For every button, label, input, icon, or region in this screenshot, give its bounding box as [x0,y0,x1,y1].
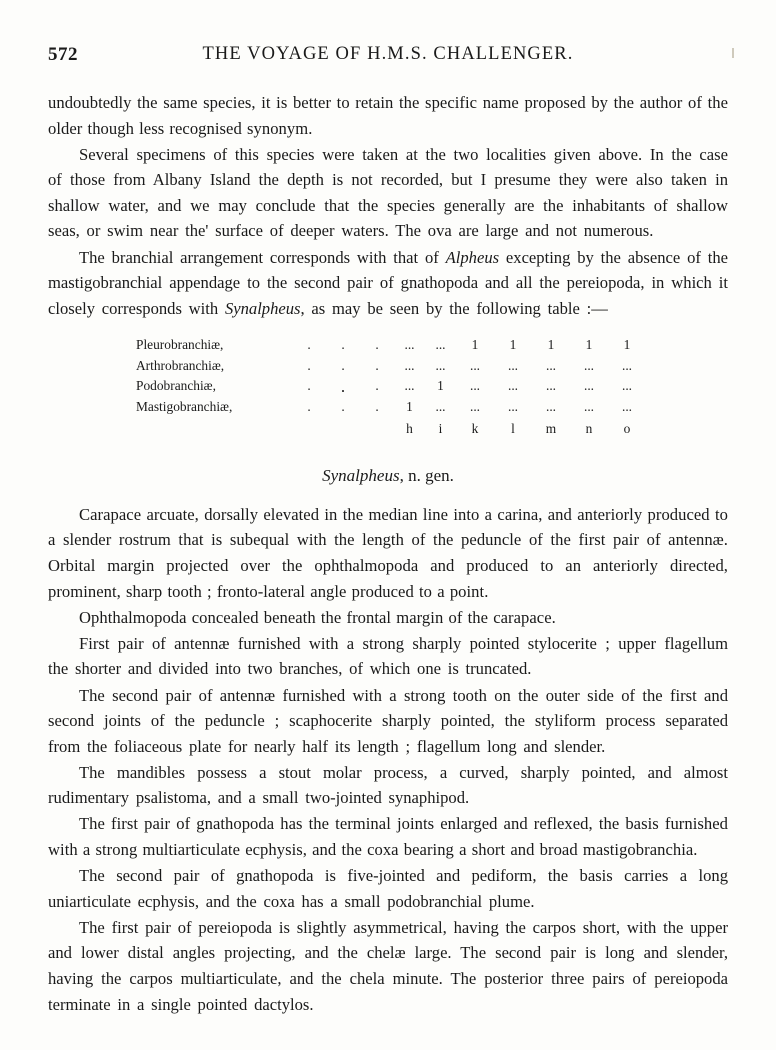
key-cell: m [545,421,557,437]
leader-cell: . [341,337,345,353]
value-cell: ... [507,378,519,394]
key-cell: o [623,421,631,437]
value-cell: ... [621,398,633,414]
genus-synalpheus: Synalpheus [224,298,301,318]
branchial-text-1: The branchial arrangement corresponds with that of [79,247,446,267]
key-cell: l [511,421,515,437]
table-key-row [136,417,646,440]
value-cell: ... [507,398,519,414]
genus-suffix: , n. gen. [399,465,454,485]
value-cell: 1 [406,398,413,414]
branchial-text-2: excepting by the absence of the mastigobranchial appendage to the second pair of gnathopoda and all the pereiopoda, in which it closely corresponds with [48,247,728,318]
ink-blot: . [340,377,346,397]
leader-cell: ... [404,337,415,353]
genus-heading [48,466,728,486]
paragraph-pereiopoda: The first pair of pereiopoda is slightly asymmetrical, having the carpos short, with the upper and lower distal angles projecting, and the chelæ large. The second pair is long and slender, having the carpos multiarticulate, and the chela minute. The posterior three pairs of pereiopoda terminate in a single pointed dactylos. [48,917,728,1014]
value-cell: ... [507,357,519,373]
leader-cell: . [341,357,345,373]
paragraph-ophthalmopoda: Ophthalmopoda concealed beneath the frontal margin of the carapace. [79,607,556,627]
leader-cell: . [375,378,379,394]
value-cell: 1 [623,337,631,353]
running-head: THE VOYAGE OF H.M.S. CHALLENGER. [202,44,574,64]
leader-cell: ... [435,337,446,353]
row-label-empty [136,417,292,440]
key-cell: k [471,421,479,437]
page-header [48,44,728,68]
paragraph-second-gnathopoda: The second pair of gnathopoda is five-jointed and pediform, the basis carries a long uniarticulate ecphysis, and the coxa has a small podobranchial plume. [48,866,728,911]
row-label: Podobranchiæ, [136,378,216,394]
page-number: 572 [48,44,78,65]
key-cell-empty [360,417,394,440]
value-cell: 1 [437,378,444,394]
value-cell: ... [583,357,595,373]
leader-cell-bold [326,376,360,397]
paragraph-mandibles: The mandibles possess a stout molar process, a curved, sharply pointed, and almost rudimentary psalistoma, and a small two-jointed synaphipod. [48,762,728,808]
value-cell: 1 [509,337,517,353]
key-cell: h [406,421,413,437]
value-cell: ... [545,378,557,394]
genus-name: Synalpheus [322,465,400,485]
value-cell: ... [621,357,633,373]
table-row [136,376,646,397]
paragraph-second-antennae: The second pair of antennæ furnished with a strong tooth on the outer side of the first and second joints of the peduncle ; scaphocerite sharply pointed, the styliform process separated from the foliaceous plate for nearly half its length ; flagellum long and slender. [48,685,728,756]
leader-cell: ... [404,357,415,373]
paragraph-first-gnathopoda: The first pair of gnathopoda has the terminal joints enlarged and reflexed, the basis furnished with a strong multiarticulate ecphysis, and the coxa bearing a short and broad mastigobranchia. [48,814,728,860]
table-row [136,397,646,418]
paragraph-carapace: Carapace arcuate, dorsally elevated in the median line into a carina, and anteriorly produced to a slender rostrum that is subequal with the length of the peduncle of the first pair of antennæ. Orbital margin projected over the ophthalmopoda and produced to an anteriorly directed, prominent, sharp tooth ; fronto-lateral angle produced to a point. [48,504,728,601]
leader-cell: . [375,357,379,373]
table-row [136,335,646,356]
value-cell: 1 [547,337,555,353]
value-cell: ... [469,398,481,414]
row-label: Mastigobranchiæ, [136,398,233,414]
value-cell: ... [469,378,481,394]
leader-cell: ... [435,398,446,414]
key-cell-empty [292,417,326,440]
paragraph-first-antennae: First pair of antennæ furnished with a strong sharply pointed stylocerite ; upper flagellum the shorter and divided into two branches, of which one is truncated. [48,633,728,679]
value-cell: ... [545,357,557,373]
page-body [48,90,728,1017]
value-cell: ... [583,378,595,394]
key-cell: i [438,421,443,437]
value-cell: ... [469,357,481,373]
leader-cell: . [307,398,311,414]
leader-cell: . [341,398,345,414]
value-cell: 1 [585,337,593,353]
genus-alpheus: Alpheus [445,247,500,267]
leader-cell: . [375,398,379,414]
page-edge-mark [732,48,734,58]
value-cell: 1 [471,337,479,353]
leader-cell: . [307,378,311,394]
key-cell-empty [326,417,360,440]
branchial-formula-table [136,335,646,440]
row-label: Arthrobranchiæ, [136,357,225,373]
key-cell: n [585,421,593,437]
leader-cell: . [375,337,379,353]
leader-cell: ... [435,357,446,373]
leader-cell: . [307,337,311,353]
row-label: Pleurobranchiæ, [136,337,224,353]
branchial-text-3: , as may be seen by the following table :— [300,298,608,318]
value-cell: ... [583,398,595,414]
leader-cell: ... [404,378,415,394]
value-cell: ... [545,398,557,414]
leader-cell: . [307,357,311,373]
paragraph-specimens: Several specimens of this species were taken at the two localities given above. In the case of those from Albany Island the depth is not recorded, but I presume they were also taken in shallow water, and we may conclude that the species generally are the inhabitants of shallow seas, or swim near the' surface of deeper waters. The ova are large and not numerous. [48,144,728,241]
table-row [136,356,646,377]
paragraph-continuation: undoubtedly the same species, it is better to retain the specific name proposed by the author of the older though less recognised synonym. [48,93,728,138]
paragraph-branchial [48,245,728,322]
value-cell: ... [621,378,633,394]
